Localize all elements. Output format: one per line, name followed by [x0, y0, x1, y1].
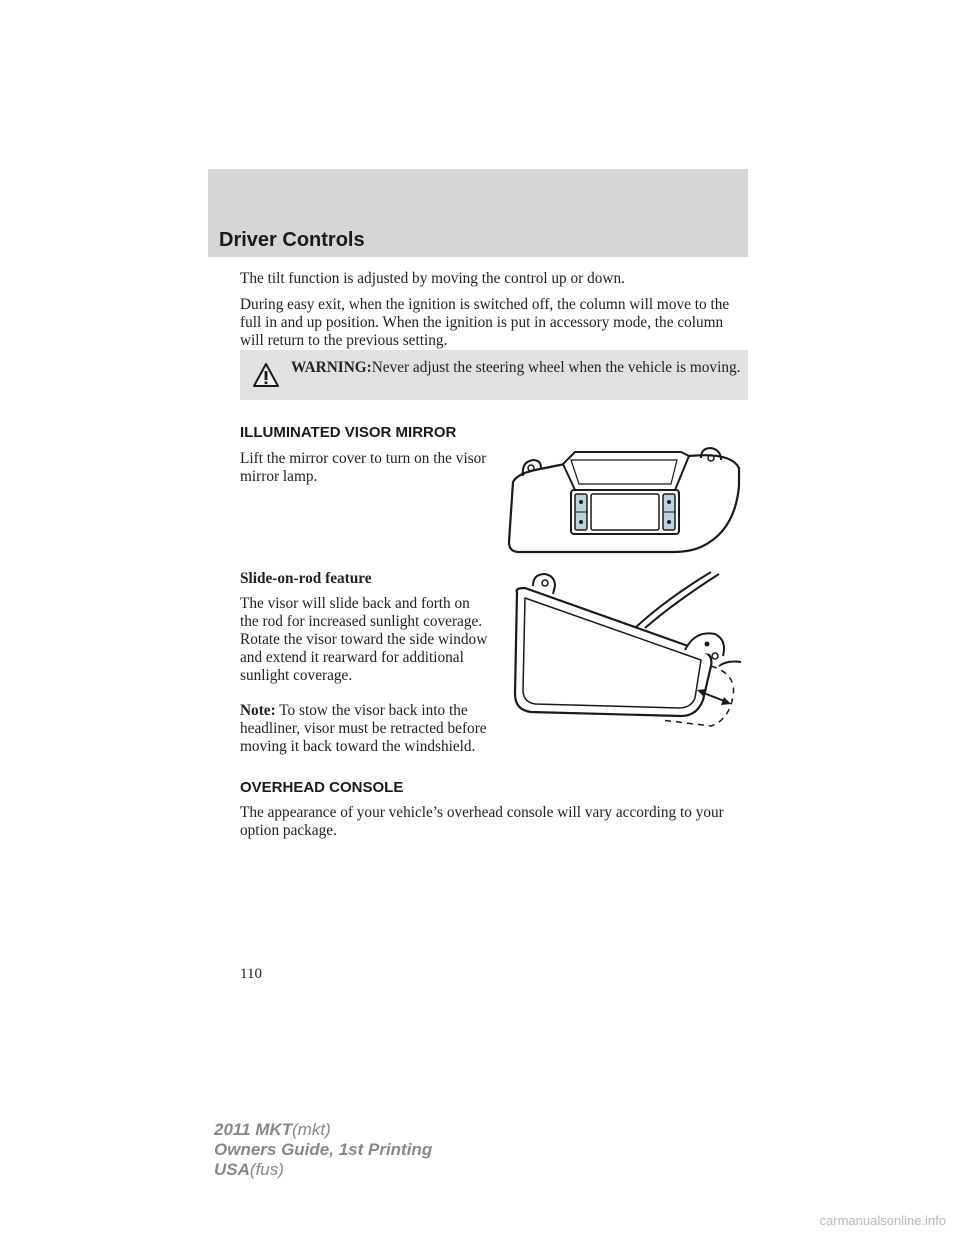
- footer-line-1: [214, 1120, 331, 1140]
- visor-mirror-heading: ILLUMINATED VISOR MIRROR: [240, 424, 457, 441]
- footer-model-code: (mkt): [292, 1120, 331, 1139]
- slide-on-rod-note: [240, 702, 490, 756]
- footer-line-3: [214, 1160, 284, 1180]
- footer-market-code: (fus): [249, 1160, 284, 1179]
- footer-line-2: Owners Guide, 1st Printing: [214, 1140, 433, 1159]
- slide-on-rod-illustration: [505, 570, 745, 735]
- footer-market: USA: [214, 1160, 250, 1179]
- slide-on-rod-heading: Slide-on-rod feature: [240, 570, 372, 587]
- warning-triangle-icon: [252, 362, 280, 388]
- warning-label: WARNING:: [291, 359, 372, 376]
- warning-message: [291, 359, 741, 377]
- overhead-console-heading: OVERHEAD CONSOLE: [240, 779, 404, 796]
- visor-mirror-illustration: [505, 446, 745, 556]
- page-number: 110: [240, 966, 262, 982]
- tilt-paragraph: The tilt function is adjusted by moving the control up or down.: [240, 270, 625, 287]
- section-title: Driver Controls: [219, 229, 365, 251]
- overhead-console-text: The appearance of your vehicle’s overhead console will vary according to your option package.: [240, 804, 724, 839]
- note-text: To stow the visor back into the headliner, visor must be retracted before moving it back toward the windshield.: [240, 702, 487, 755]
- slide-on-rod-text: The visor will slide back and forth on the rod for increased sunlight coverage. Rotate the visor toward the side window and extend it rearward for additional sunlight coverage.: [240, 595, 488, 684]
- warning-text: Never adjust the steering wheel when the vehicle is moving.: [371, 359, 741, 376]
- footer-model: 2011 MKT: [214, 1120, 293, 1139]
- watermark-text: carmanualsonline.info: [819, 1213, 946, 1228]
- visor-mirror-text: Lift the mirror cover to turn on the visor mirror lamp.: [240, 450, 487, 485]
- easy-exit-paragraph: During easy exit, when the ignition is switched off, the column will move to the full in and up position. When the ignition is put in accessory mode, the column will return to the previous setting.: [240, 296, 730, 349]
- note-label: Note:: [240, 702, 276, 719]
